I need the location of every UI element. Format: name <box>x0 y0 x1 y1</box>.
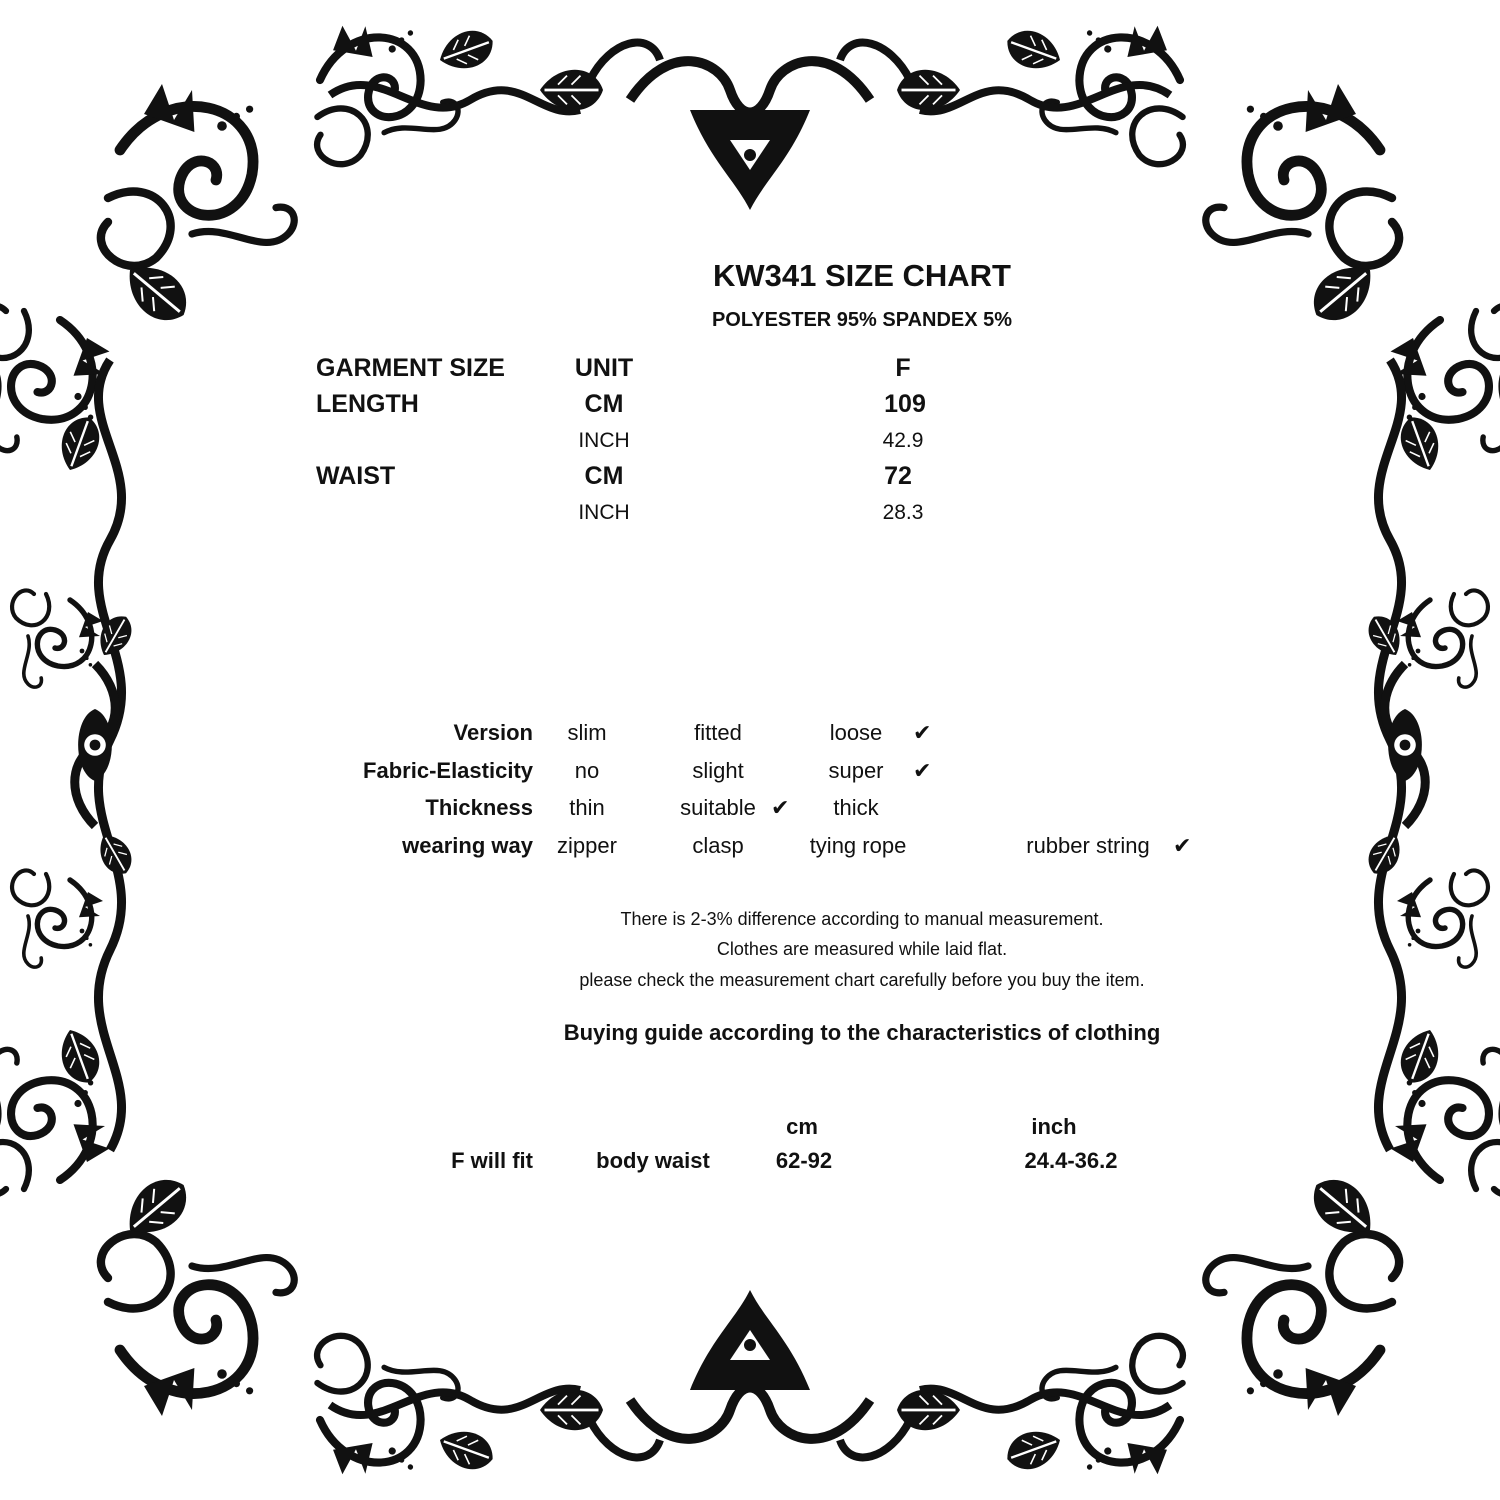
option-thin: thin <box>569 795 605 820</box>
guide-size-label: F will fit <box>451 1148 533 1173</box>
option-loose: loose <box>829 720 883 745</box>
guide-inch-value: 24.4-36.2 <box>1024 1148 1118 1173</box>
row-label-waist: WAIST <box>316 462 396 490</box>
option-clasp: clasp <box>692 833 744 858</box>
option-slim: slim <box>567 720 607 745</box>
option-fitted: fitted <box>694 720 742 745</box>
option-zipper: zipper <box>557 833 617 858</box>
bottom-centerpiece <box>540 1290 960 1457</box>
note-line: please check the measurement chart carefully before you buy the item. <box>579 970 1145 990</box>
option-no: no <box>574 758 600 783</box>
label-wearing-way: wearing way <box>402 833 533 858</box>
row-unit-inch: INCH <box>578 501 630 524</box>
page-title: KW341 SIZE CHART <box>713 258 1011 293</box>
row-unit-cm: CM <box>584 462 624 490</box>
guide-header-inch: inch <box>1031 1114 1077 1139</box>
option-tying-rope: tying rope <box>809 833 907 858</box>
row-value: 42.9 <box>882 429 924 452</box>
option-rubber-string: rubber string <box>1026 833 1150 858</box>
corner-ornament-bottom-right <box>1036 1049 1500 1491</box>
header-unit: UNIT <box>574 354 634 382</box>
header-size-f: F <box>895 354 911 382</box>
option-super: super <box>828 758 884 783</box>
row-value: 28.3 <box>882 501 924 524</box>
corner-ornament-bottom-left <box>0 1049 464 1491</box>
row-unit-inch: INCH <box>578 429 630 452</box>
row-label-length: LENGTH <box>316 390 419 418</box>
note-line: There is 2-3% difference according to manual measurement. <box>620 909 1104 929</box>
check-mark-icon: ✔ <box>771 795 790 820</box>
guide-header-cm: cm <box>786 1114 818 1139</box>
header-garment-size: GARMENT SIZE <box>316 354 505 382</box>
label-fabric-elasticity: Fabric-Elasticity <box>363 758 533 783</box>
row-value: 72 <box>884 462 912 490</box>
check-mark-icon: ✔ <box>913 720 932 745</box>
material-subtitle: POLYESTER 95% SPANDEX 5% <box>711 309 1013 331</box>
buying-guide-title: Buying guide according to the characteristics of clothing <box>563 1020 1161 1045</box>
left-side-run <box>12 360 138 1150</box>
bottom-scroll-run <box>330 1389 1170 1476</box>
label-version: Version <box>453 720 533 745</box>
option-slight: slight <box>692 758 744 783</box>
row-value: 109 <box>884 390 926 418</box>
label-thickness: Thickness <box>425 795 533 820</box>
top-scroll-run <box>330 24 1170 111</box>
row-unit-cm: CM <box>584 390 624 418</box>
option-suitable: suitable <box>680 795 756 820</box>
right-side-run <box>1362 360 1488 1150</box>
check-mark-icon: ✔ <box>1173 833 1192 858</box>
note-line: Clothes are measured while laid flat. <box>716 939 1008 959</box>
check-mark-icon: ✔ <box>913 758 932 783</box>
option-thick: thick <box>833 795 879 820</box>
corner-ornament-top-left <box>0 9 464 451</box>
top-centerpiece <box>540 43 960 210</box>
corner-ornament-top-right <box>1036 9 1500 451</box>
guide-cm-value: 62-92 <box>775 1148 833 1173</box>
guide-measure-label: body waist <box>596 1148 710 1173</box>
